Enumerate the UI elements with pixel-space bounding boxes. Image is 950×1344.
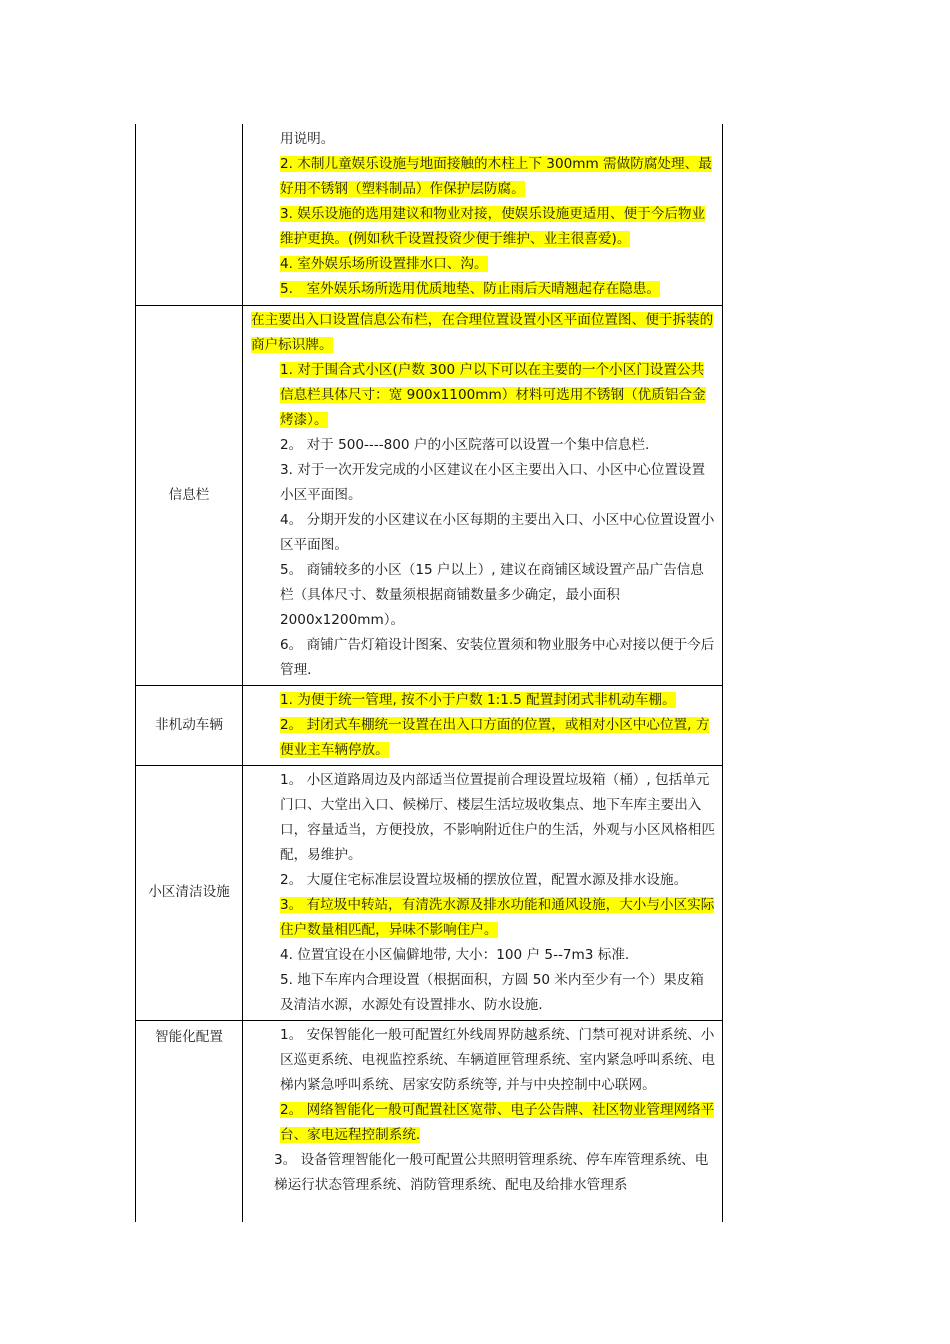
list-item-text: 1. 对于围合式小区(户数 300 户以下可以在主要的一个小区门设置公共信息栏具体尺寸：宽 900x1100mm）材料可选用不锈钢（优质铝合金烤漆）。 xyxy=(280,361,706,428)
list-item xyxy=(243,768,716,868)
list-item xyxy=(243,1098,716,1148)
list-item xyxy=(243,688,716,713)
list-item xyxy=(243,433,716,458)
list-item xyxy=(243,558,716,633)
list-item xyxy=(243,508,716,558)
list-item-text: 4. 室外娱乐场所设置排水口、沟。 xyxy=(280,255,488,272)
table-row xyxy=(136,124,723,305)
row-content xyxy=(243,765,723,1020)
list-item-text: 5. 室外娱乐场所选用优质地垫、防止雨后天晴翘起存在隐患。 xyxy=(280,280,660,297)
list-item-text: 3。 设备管理智能化一般可配置公共照明管理系统、停车库管理系统、电梯运行状态管理系统、消防管理系统、配电及给排水管理系 xyxy=(274,1151,709,1193)
row-label: 智能化配置 xyxy=(136,1020,243,1222)
row-content xyxy=(243,685,723,765)
list-item xyxy=(243,458,716,508)
row-content xyxy=(243,1020,723,1222)
list-item xyxy=(243,893,716,943)
list-item xyxy=(243,633,716,683)
list-item-text: 6。 商铺广告灯箱设计图案、安装位置须和物业服务中心对接以便于今后管理. xyxy=(280,636,715,678)
row-content xyxy=(243,124,723,305)
row-label xyxy=(136,124,243,305)
row-label: 信息栏 xyxy=(136,305,243,685)
row-label: 小区清洁设施 xyxy=(136,765,243,1020)
specification-table xyxy=(135,124,723,1222)
list-item xyxy=(243,252,716,277)
table-row xyxy=(136,305,723,685)
list-item-text: 4。 分期开发的小区建议在小区每期的主要出入口、小区中心位置设置小区平面图。 xyxy=(280,511,715,553)
list-item-text: 1。 安保智能化一般可配置红外线周界防越系统、门禁可视对讲系统、小区巡更系统、电视监控系统、车辆道匣管理系统、室内紧急呼叫系统、电梯内紧急呼叫系统、居家安防系统等, 并与中央控制中心联网。 xyxy=(280,1026,715,1093)
list-item xyxy=(243,713,716,763)
row-content xyxy=(243,305,723,685)
list-item-text: 3。 有垃圾中转站，有清洗水源及排水功能和通风设施，大小与小区实际住户数量相匹配，异味不影响住户。 xyxy=(280,896,715,938)
list-item xyxy=(243,1148,716,1198)
list-item-text: 3. 对于一次开发完成的小区建议在小区主要出入口、小区中心位置设置小区平面图。 xyxy=(280,461,706,503)
list-item xyxy=(243,968,716,1018)
table-row xyxy=(136,685,723,765)
list-item-text: 2. 木制儿童娱乐设施与地面接触的木柱上下 300mm 需做防腐处理、最好用不锈钢（塑料制品）作保护层防腐。 xyxy=(280,155,712,197)
list-item xyxy=(243,943,716,968)
list-item-text: 2。 封闭式车棚统一设置在出入口方面的位置，或相对小区中心位置, 方便业主车辆停放。 xyxy=(280,716,710,758)
list-item-text: 4. 位置宜设在小区偏僻地带, 大小：100 户 5--7m3 标准. xyxy=(280,946,630,963)
table-row xyxy=(136,765,723,1020)
list-item xyxy=(243,1023,716,1098)
list-item xyxy=(243,277,716,302)
list-item xyxy=(243,127,716,152)
list-item xyxy=(243,202,716,252)
list-item-text: 3. 娱乐设施的选用建议和物业对接，使娱乐设施更适用、便于今后物业维护更换。(例如秋千设置投资少便于维护、业主很喜爱)。 xyxy=(280,205,706,247)
row-label: 非机动车辆 xyxy=(136,685,243,765)
list-item xyxy=(243,152,716,202)
list-item-text: 5。 商铺较多的小区（15 户以上）, 建议在商铺区域设置产品广告信息栏（具体尺寸、数量须根据商铺数量多少确定，最小面积 2000x1200mm）。 xyxy=(280,561,704,628)
table-row xyxy=(136,1020,723,1222)
list-item xyxy=(243,868,716,893)
list-item-text: 5. 地下车库内合理设置（根据面积，方圆 50 米内至少有一个）果皮箱及清洁水源，水源处有设置排水、防水设施. xyxy=(280,971,704,1013)
list-item-text: 1。 小区道路周边及内部适当位置提前合理设置垃圾箱（桶）, 包括单元门口、大堂出入口、候梯厅、楼层生活垃圾收集点、地下车库主要出入口，容量适当，方便投放，不影响附近住户的生活，外观与小区风格相匹配，易维护。 xyxy=(280,771,715,863)
intro-paragraph xyxy=(243,308,716,358)
intro-text: 在主要出入口设置信息公布栏，在合理位置设置小区平面位置图、便于拆装的商户标识牌。 xyxy=(251,311,714,353)
list-item-text: 2。 网络智能化一般可配置社区宽带、电子公告牌、社区物业管理网络平台、家电远程控制系统. xyxy=(280,1101,715,1143)
list-item-text: 2。 对于 500----800 户的小区院落可以设置一个集中信息栏. xyxy=(280,436,650,453)
table-body xyxy=(136,124,723,1222)
list-item-text: 用说明。 xyxy=(280,130,335,147)
list-item-text: 1. 为便于统一管理, 按不小于户数 1:1.5 配置封闭式非机动车棚。 xyxy=(280,691,676,708)
list-item xyxy=(243,358,716,433)
list-item-text: 2。 大厦住宅标准层设置垃圾桶的摆放位置，配置水源及排水设施。 xyxy=(280,871,688,888)
